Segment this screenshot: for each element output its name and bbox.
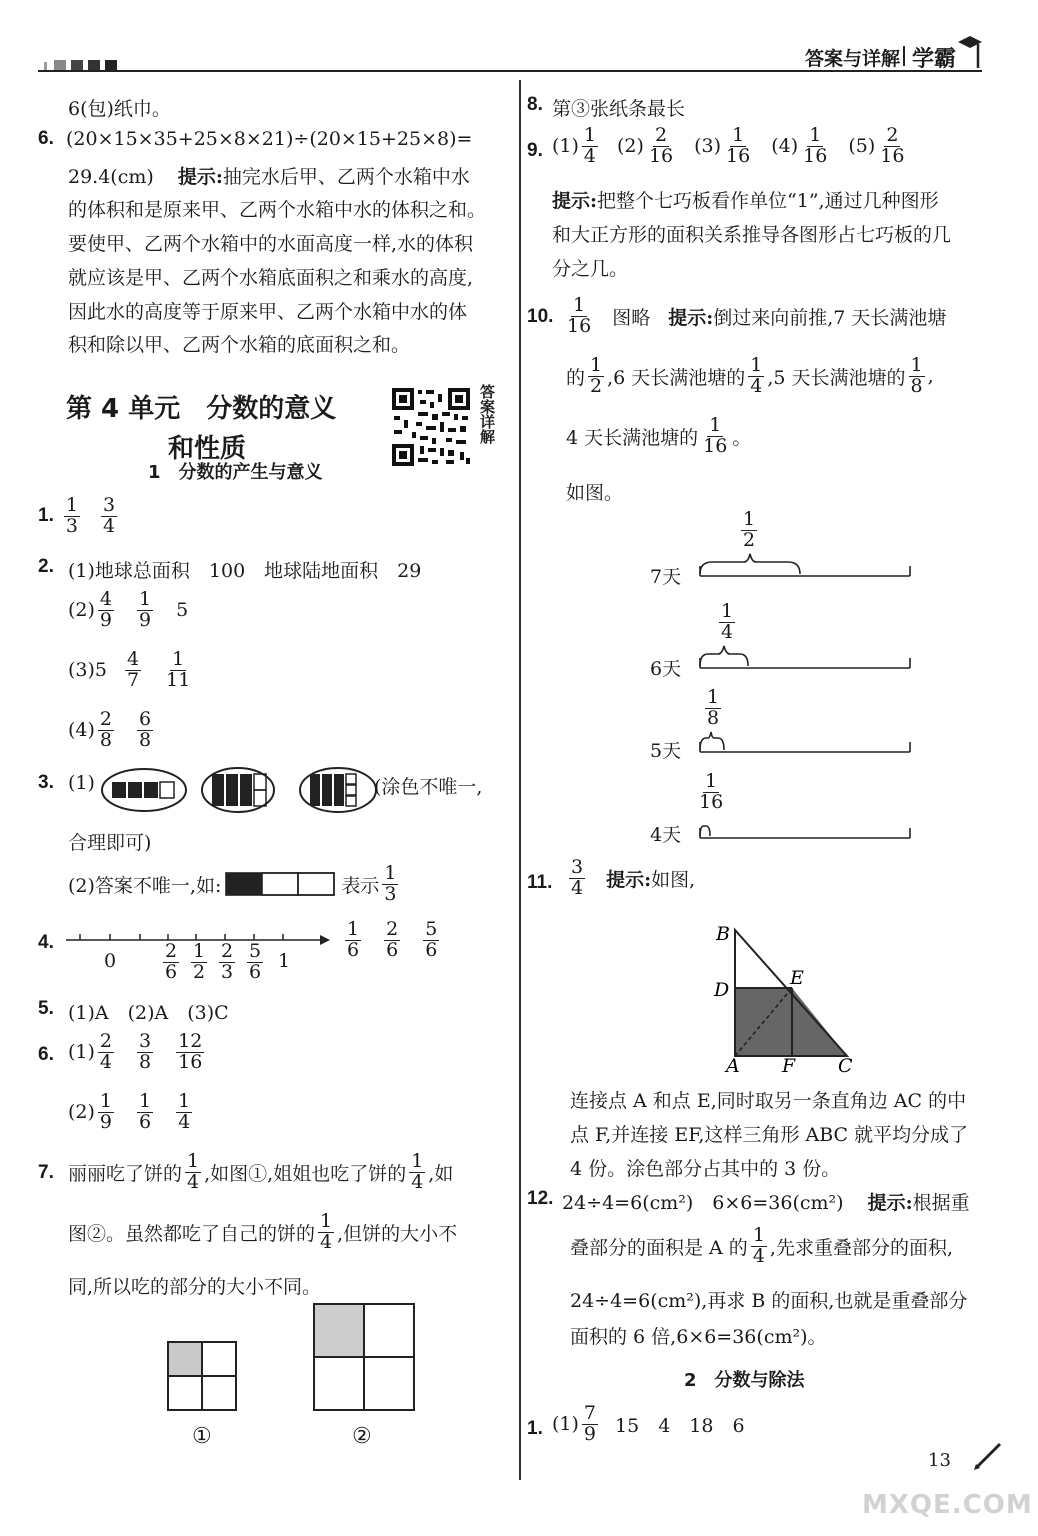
vertex-label-E: E — [790, 967, 804, 989]
fraction: $\frac{1}{4}$ — [178, 1090, 191, 1133]
q6-hint-label: 提示: — [177, 166, 223, 188]
answer-2-2: (2) $\frac{4}{9}$ $\frac{1}{9}$ 5 — [68, 588, 189, 631]
fraction: $\frac{1}{8}$ — [910, 354, 923, 397]
pencil-icon — [970, 1438, 1006, 1474]
answer-2-number: 2. — [38, 556, 54, 577]
section-2-answer-number: 1. — [527, 1418, 543, 1439]
day-label: 6天 — [650, 658, 682, 680]
q9-hint-1: 提示:把整个七巧板看作单位“1”,通过几种图形 — [552, 190, 939, 212]
answer-6-number: 6. — [38, 1044, 54, 1065]
figure-1-label: ① — [192, 1424, 212, 1449]
answer-3-note-2: 合理即可) — [68, 832, 152, 854]
answer-2-4: (4) $\frac{2}{8}$ $\frac{6}{8}$ — [68, 708, 152, 751]
q9-number: 9. — [527, 140, 543, 161]
q6-line-a: (20×15×35+25×8×21)÷(20×15+25×8)= — [66, 128, 473, 150]
fraction: $\frac{3}{8}$ — [139, 1030, 152, 1073]
fraction: $\frac{1}{3}$ — [65, 494, 78, 537]
unit-title: 第 4 单元 分数的意义 — [66, 394, 337, 424]
fraction: $\frac{2}{16}$ — [880, 124, 905, 167]
fraction: $\frac{1}{4}$ — [187, 1150, 200, 1193]
fraction: $\frac{1}{3}$ — [384, 862, 397, 905]
q12-line-b: 叠部分的面积是 A 的 $\frac{1}{4}$ ,先求重叠部分的面积, — [570, 1224, 953, 1267]
fraction: $\frac{1}{16}$ — [703, 414, 728, 457]
q11-line-d: 4 份。涂色部分占其中的 3 份。 — [570, 1158, 841, 1180]
axis-label-5-6: $\frac{5}{6}$ — [249, 940, 262, 983]
q10-line-d: 如图。 — [566, 482, 624, 504]
fraction: $\frac{2}{8}$ — [99, 708, 113, 751]
answer-3-1-label: (1) — [68, 772, 95, 794]
vertex-label-C: C — [838, 1055, 853, 1074]
axis-label-2-6: $\frac{2}{6}$ — [165, 940, 178, 983]
pond-row-4 — [640, 772, 930, 844]
answer-4-fractions — [342, 920, 442, 961]
q6-hint-text: 抽完水后甲、乙两个水箱中水 — [222, 166, 470, 188]
column-divider — [519, 80, 521, 1480]
q6-line-e: 就应该是甲、乙两个水箱底面积之和乘水的高度, — [68, 267, 474, 289]
answer-6-1: (1) $\frac{2}{4}$ $\frac{3}{8}$ $\frac{12}{16}$ — [68, 1030, 203, 1073]
day-label: 4天 — [650, 824, 682, 846]
q11-line-c: 点 F,并连接 EF,这样三角形 ABC 就平均分成了 — [570, 1124, 969, 1146]
answer-7-line-a: 丽丽吃了饼的 $\frac{1}{4}$ ,如图①,姐姐也吃了饼的 $\frac{1}{4}$ ,如 — [68, 1150, 454, 1193]
answer-2-3: (3)5 $\frac{4}{7}$ $\frac{1}{11}$ — [68, 648, 191, 691]
fraction: $\frac{1}{16}$ — [567, 294, 592, 337]
fraction: $\frac{3}{4}$ — [102, 494, 116, 537]
answer-3-2: (2)答案不唯一,如: 表示 $\frac{1}{3}$ — [68, 862, 397, 905]
fraction: $\frac{1}{16}$ — [699, 770, 724, 813]
fraction: $\frac{1}{16}$ — [803, 124, 828, 167]
answer-7-line-b: 图②。虽然都吃了自己的饼的 $\frac{1}{4}$ ,但饼的大小不 — [68, 1210, 458, 1253]
header-title: 答案与详解 — [804, 48, 900, 70]
fraction: $\frac{1}{8}$ — [707, 686, 720, 729]
answer-5-number: 5. — [38, 998, 54, 1019]
q10-line-a: $\frac{1}{16}$ 图略 提示: 倒过来向前推,7 天长满池塘 — [567, 294, 947, 337]
q12-line-d: 面积的 6 倍,6×6=36(cm²)。 — [570, 1326, 827, 1348]
fraction: $\frac{1}{6}$ — [347, 918, 360, 961]
fraction: $\frac{3}{4}$ — [571, 856, 584, 899]
vertex-label-D: D — [714, 979, 730, 1001]
fraction: $\frac{1}{9}$ — [99, 1090, 113, 1133]
answer-3-2-strip — [225, 872, 335, 896]
q11-number: 11. — [527, 872, 553, 893]
q8-number: 8. — [527, 94, 543, 115]
fraction: $\frac{1}{4}$ — [721, 600, 734, 643]
fraction: $\frac{4}{7}$ — [127, 648, 140, 691]
q10-number: 10. — [527, 306, 554, 327]
q6-line-d: 要使甲、乙两个水箱中的水面高度一样,水的体积 — [68, 233, 474, 255]
fraction: $\frac{1}{4}$ — [411, 1150, 424, 1193]
answer-7-number: 7. — [38, 1162, 54, 1183]
pond-row-5 — [640, 688, 930, 760]
q12-line-a: 24÷4=6(cm²) 6×6=36(cm²) 提示:根据重 — [562, 1192, 970, 1214]
page-number: 13 — [928, 1450, 951, 1471]
fraction: $\frac{5}{6}$ — [425, 918, 438, 961]
answer-7-line-c: 同,所以吃的部分的大小不同。 — [68, 1276, 322, 1298]
unit-title-line2: 和性质 — [168, 434, 247, 464]
fraction: $\frac{1}{9}$ — [139, 588, 152, 631]
fraction: $\frac{2}{16}$ — [648, 124, 674, 167]
fraction: $\frac{1}{4}$ — [320, 1210, 333, 1253]
fraction: $\frac{7}{9}$ — [583, 1402, 597, 1445]
axis-label-1: 1 — [278, 950, 291, 972]
q11-line-a: $\frac{3}{4}$ 提示: 如图, — [571, 856, 696, 899]
q6-line-f: 因此水的高度等于原来甲、乙两个水箱中水的体 — [68, 301, 468, 323]
q12-number: 12. — [527, 1188, 554, 1209]
fraction: $\frac{1}{16}$ — [726, 124, 751, 167]
figure-2-label: ② — [352, 1424, 372, 1449]
answer-4-number: 4. — [38, 932, 54, 953]
vertex-label-F: F — [782, 1055, 796, 1074]
q10-line-c: 4 天长满池塘的 $\frac{1}{16}$ 。 — [566, 414, 752, 457]
q9-hint-2: 和大正方形的面积关系推导各图形占七巧板的几 — [552, 224, 952, 246]
fraction: $\frac{1}{2}$ — [743, 508, 756, 551]
vertex-label-A: A — [726, 1055, 740, 1074]
fraction: $\frac{1}{11}$ — [166, 648, 191, 691]
answer-3-figures — [100, 766, 380, 814]
answer-3-number: 3. — [38, 772, 54, 793]
header-brand: 学霸 — [912, 47, 957, 72]
fraction: $\frac{2}{4}$ — [99, 1030, 113, 1073]
section-2-title: 2 分数与除法 — [684, 1370, 805, 1391]
fraction: $\frac{1}{4}$ — [750, 354, 763, 397]
figure-2 — [312, 1302, 416, 1412]
graduation-cap-icon — [956, 30, 984, 70]
q8-answer: 第③张纸条最长 — [552, 98, 686, 120]
axis-label-2-3: $\frac{2}{3}$ — [221, 940, 234, 983]
qr-label: 答案详解 — [478, 384, 496, 444]
axis-label-0: 0 — [104, 950, 117, 972]
day-label: 5天 — [650, 740, 682, 762]
figure-1 — [166, 1340, 238, 1412]
q11-line-b: 连接点 A 和点 E,同时取另一条直角边 AC 的中 — [570, 1090, 967, 1112]
answer-5: (1)A (2)A (3)C — [68, 1002, 229, 1024]
q9-hint-3: 分之几。 — [552, 258, 629, 280]
pond-row-6 — [640, 600, 930, 680]
carry-line: 6(包)纸巾。 — [68, 98, 171, 120]
q10-line-b: 的 $\frac{1}{2}$ ,6 天长满池塘的 $\frac{1}{4}$ ,5 天长满池塘的 $\frac{1}{8}$ , — [566, 354, 934, 397]
triangle-figure — [700, 914, 870, 1074]
fraction: $\frac{1}{4}$ — [752, 1224, 765, 1267]
fraction: $\frac{4}{9}$ — [99, 588, 113, 631]
q9-answers: (1) $\frac{1}{4}$ (2) $\frac{2}{16}$ (3) $\frac{1}{16}$ (4) $\frac{1}{16}$ (5) $\frac{2}{16}$ — [552, 124, 905, 167]
q6-number: 6. — [38, 128, 54, 149]
watermark: MXQE.COM — [862, 1490, 1033, 1520]
q6-line-b — [68, 162, 470, 189]
day-label: 7天 — [650, 566, 682, 588]
section-1-title: 1 分数的产生与意义 — [148, 462, 323, 483]
q6-line-c: 的体积和是原来甲、乙两个水箱中水的体积之和。 — [68, 199, 487, 221]
q6-line-g: 积和除以甲、乙两个水箱的底面积之和。 — [68, 334, 411, 356]
pond-diagram — [640, 510, 930, 850]
fraction: $\frac{6}{8}$ — [139, 708, 152, 751]
vertex-label-B: B — [716, 923, 730, 945]
header-divider — [903, 46, 905, 66]
answer-2-1: (1)地球总面积 100 地球陆地面积 29 — [68, 560, 422, 582]
fraction: $\frac{2}{6}$ — [386, 918, 399, 961]
fraction: $\frac{1}{4}$ — [583, 124, 597, 167]
qr-code[interactable] — [390, 386, 472, 468]
pond-row-7 — [640, 508, 930, 588]
fraction: $\frac{1}{2}$ — [590, 354, 603, 397]
section-2-answer-1: (1) $\frac{7}{9}$ 15 4 18 6 — [552, 1402, 745, 1445]
answer-1: 1. $\frac{1}{3}$ $\frac{3}{4}$ — [38, 494, 116, 537]
axis-label-1-2: $\frac{1}{2}$ — [193, 940, 206, 983]
fraction: $\frac{1}{6}$ — [139, 1090, 152, 1133]
q6-answer: 29.4(cm) — [68, 166, 154, 188]
answer-3-note: (涂色不唯一, — [374, 776, 483, 798]
fraction: $\frac{12}{16}$ — [178, 1030, 203, 1073]
answer-6-2: (2) $\frac{1}{9}$ $\frac{1}{6}$ $\frac{1}{4}$ — [68, 1090, 191, 1133]
q12-line-c: 24÷4=6(cm²),再求 B 的面积,也就是重叠部分 — [570, 1290, 968, 1312]
